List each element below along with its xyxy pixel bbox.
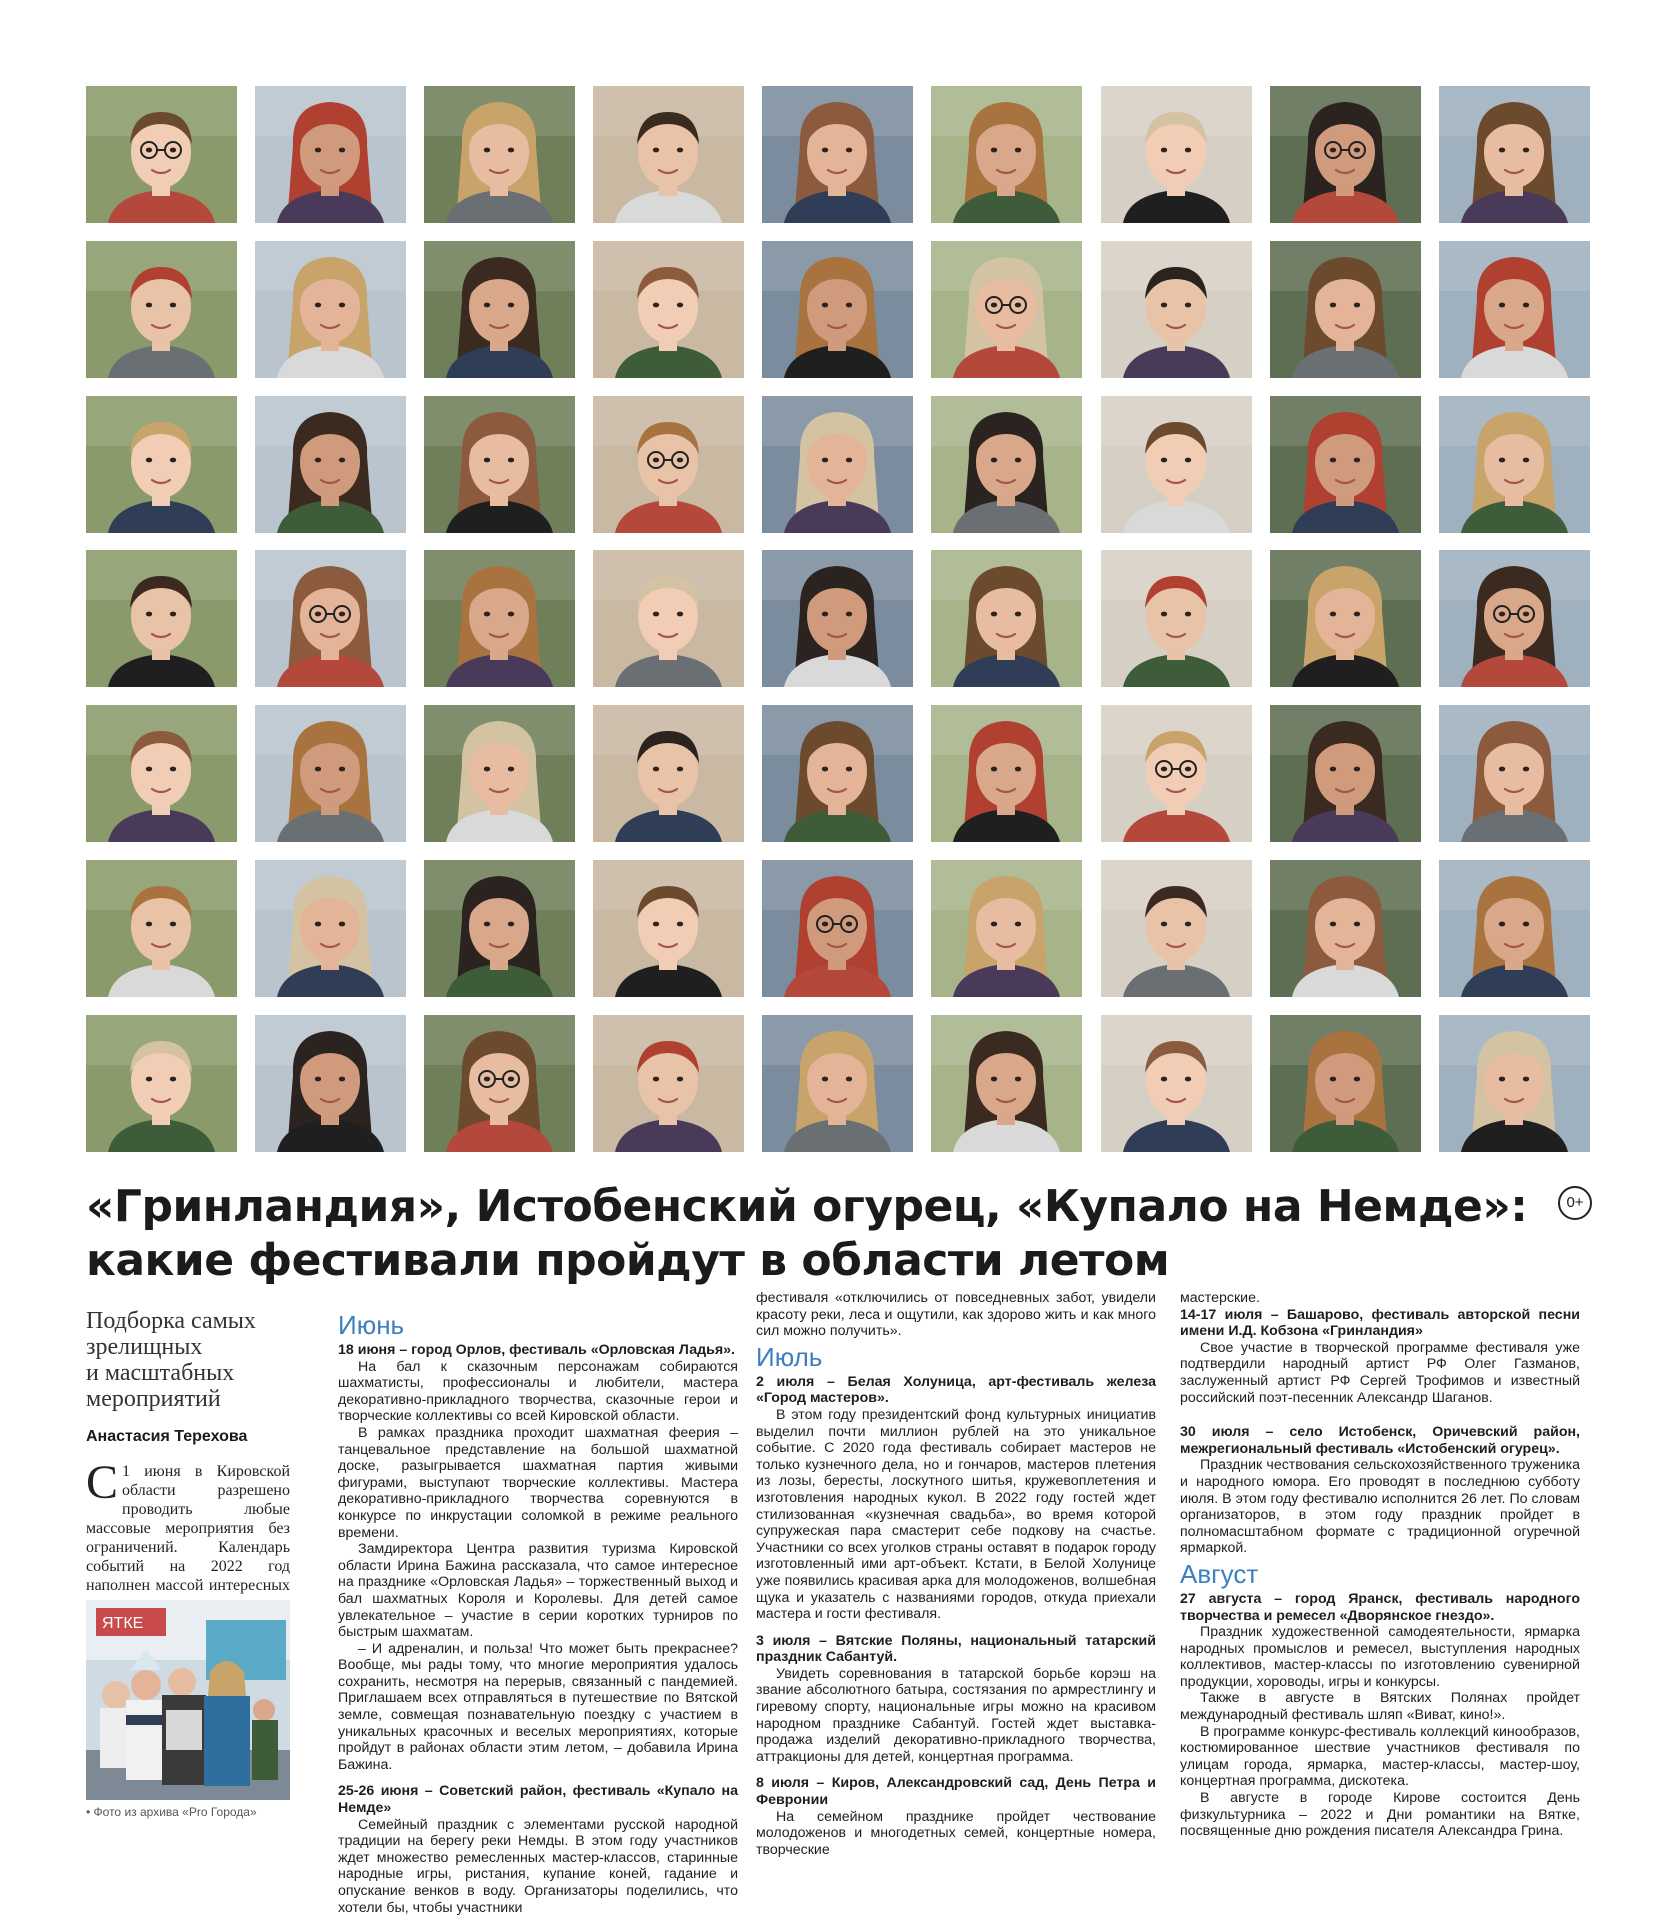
portrait-photo <box>1439 550 1590 687</box>
photo-sign-text: ЯТКЕ <box>102 1615 144 1632</box>
portrait-photo <box>593 705 744 842</box>
portrait-image <box>1270 1015 1421 1152</box>
month-heading-june: Июнь <box>338 1310 405 1340</box>
portrait-photo <box>424 86 575 223</box>
portrait-photo <box>762 860 913 997</box>
portrait-image <box>593 396 744 533</box>
portrait-photo <box>762 1015 913 1152</box>
portrait-photo <box>762 550 913 687</box>
portrait-image <box>1101 396 1252 533</box>
paragraph: – И адреналин, и польза! Что может быть прекраснее? Вообще, мы рады тому, что многие мероприятия удалось сохранить, несмотря на перерыв, связанный с пандемией. Приглашаем всех отправляться в путешествие по Вятской земле, совмещая познавательную поездку с участием в уникальных красочных и веселых мероприятиях, которые пройдут в районах области этим летом, – добавила Ирина Бажина. <box>338 1640 738 1773</box>
event-title: 18 июня – город Орлов, фестиваль «Орловская Ладья». <box>338 1342 735 1358</box>
portrait-photo <box>1439 705 1590 842</box>
portrait-image <box>762 241 913 378</box>
portrait-image <box>86 1015 237 1152</box>
portrait-photo <box>1101 396 1252 533</box>
portrait-photo <box>593 860 744 997</box>
portrait-photo <box>762 396 913 533</box>
portrait-photo <box>931 1015 1082 1152</box>
portrait-image <box>424 86 575 223</box>
portrait-photo <box>593 396 744 533</box>
portrait-photo <box>255 550 406 687</box>
portrait-photo <box>593 1015 744 1152</box>
portrait-image <box>424 550 575 687</box>
portrait-image <box>931 86 1082 223</box>
headline <box>86 1180 1556 1288</box>
lead-column <box>86 1308 290 1614</box>
portrait-image <box>931 241 1082 378</box>
portrait-photo <box>255 1015 406 1152</box>
paragraph: Свое участие в творческой программе фестиваля уже подтвердили народный артист РФ Олег Газманов, заслуженный артист РФ Сергей Трофимов и известный российский поэт-песенник Александр Шаганов. <box>1180 1339 1580 1406</box>
portrait-photo <box>1101 86 1252 223</box>
portrait-photo <box>1439 86 1590 223</box>
portrait-image <box>593 241 744 378</box>
paragraph: На семейном празднике пройдет чествование молодоженов и многодетных семей, концертные номера, творческие <box>756 1808 1156 1858</box>
portrait-photo <box>931 86 1082 223</box>
portrait-image <box>762 550 913 687</box>
portrait-image <box>1101 550 1252 687</box>
portrait-grid <box>86 86 1590 1152</box>
portrait-image <box>593 705 744 842</box>
portrait-image <box>762 396 913 533</box>
portrait-photo <box>86 86 237 223</box>
photo-caption: • Фото из архива «Pro Города» <box>86 1805 257 1819</box>
portrait-photo <box>424 860 575 997</box>
portrait-image <box>1270 241 1421 378</box>
portrait-photo <box>1101 550 1252 687</box>
portrait-photo <box>86 1015 237 1152</box>
portrait-image <box>593 86 744 223</box>
portrait-image <box>1270 396 1421 533</box>
portrait-photo <box>255 241 406 378</box>
portrait-photo <box>762 705 913 842</box>
month-heading-august: Август <box>1180 1558 1259 1589</box>
festival-photo <box>86 1600 290 1800</box>
portrait-image <box>255 705 406 842</box>
portrait-photo <box>593 550 744 687</box>
paragraph: Праздник художественной самодеятельности, ярмарка народных промыслов и ремесел, выступления народных коллективов, мастер-классы по изготовлению сувенирной продукции, хороводы, игры и конкурсы. <box>1180 1624 1580 1690</box>
portrait-photo <box>1270 241 1421 378</box>
portrait-image <box>424 241 575 378</box>
portrait-image <box>593 860 744 997</box>
portrait-photo <box>424 705 575 842</box>
headline-line-2: какие фестивали пройдут в области летом <box>86 1235 1170 1286</box>
portrait-photo <box>931 550 1082 687</box>
subtitle-line: и масштабных <box>86 1360 235 1386</box>
portrait-image <box>424 396 575 533</box>
portrait-image <box>931 1015 1082 1152</box>
portrait-image <box>255 241 406 378</box>
portrait-image <box>1101 705 1252 842</box>
portrait-image <box>1101 241 1252 378</box>
article-column-june <box>338 1308 738 1916</box>
paragraph: В этом году президентский фонд культурных инициатив выделил почти миллион рублей на это уникальное событие. С 2020 года фестиваль собирает мастеров не только кузнечного дела, но и гончаров, мастеров плетения из лозы, бересты, лоскутного шитья, кружевоплетения и изготовления народных кукол. В 2022 году гостей ждет стилизованная «кузнечная свадьба», во время которой супружеская пара смастерит себе подкову на счастье. Участники со всех уголков страны оставят в подарок городу изготовленный ими арт-объект. Кстати, в Белой Холунице уже появились красивая арка для молодоженов, волшебная щука и указатель с названиями городов, откуда приехали мастера и гости фестиваля. <box>756 1406 1156 1623</box>
portrait-photo <box>1101 705 1252 842</box>
portrait-image <box>255 86 406 223</box>
portrait-image <box>593 1015 744 1152</box>
portrait-photo <box>1270 1015 1421 1152</box>
portrait-image <box>255 396 406 533</box>
portrait-photo <box>424 396 575 533</box>
portrait-image <box>1439 705 1590 842</box>
portrait-image <box>255 860 406 997</box>
portrait-image <box>86 86 237 223</box>
paragraph: мастерские. <box>1180 1290 1260 1306</box>
paragraph: В программе конкурс-фестиваль коллекций кинообразов, костюмированное шествие участников фестиваля по улицам города, ярмарка, мастер-классы, мастер-шоу, концертная программа, дискотека. <box>1180 1723 1580 1790</box>
portrait-image <box>424 705 575 842</box>
portrait-photo <box>255 705 406 842</box>
portrait-image <box>1270 86 1421 223</box>
portrait-photo <box>1101 241 1252 378</box>
subtitle-line: Подборка самых <box>86 1308 256 1334</box>
portrait-image <box>931 550 1082 687</box>
portrait-image <box>86 396 237 533</box>
portrait-image <box>86 241 237 378</box>
portrait-image <box>931 860 1082 997</box>
portrait-image <box>1101 1015 1252 1152</box>
portrait-photo <box>1270 860 1421 997</box>
portrait-photo <box>1101 1015 1252 1152</box>
portrait-image <box>1439 241 1590 378</box>
portrait-image <box>1270 705 1421 842</box>
portrait-photo <box>931 860 1082 997</box>
portrait-photo <box>1270 550 1421 687</box>
event-title: 2 июля – Белая Холуница, арт-фестиваль железа «Город мастеров». <box>756 1373 1156 1407</box>
portrait-photo <box>86 550 237 687</box>
portrait-photo <box>762 86 913 223</box>
paragraph: В августе в городе Кирове состоится День физкультурника – 2022 и Дни романтики на Вятке, посвященные дню рождения писателя Александра Грина. <box>1180 1790 1580 1840</box>
portrait-image <box>86 705 237 842</box>
lead-paragraph <box>86 1456 290 1614</box>
portrait-photo <box>931 241 1082 378</box>
subtitle <box>86 1308 290 1412</box>
portrait-image <box>255 550 406 687</box>
subtitle-line: мероприятий <box>86 1386 221 1412</box>
portrait-photo <box>762 241 913 378</box>
month-heading-july: Июль <box>756 1341 823 1372</box>
portrait-photo <box>1270 86 1421 223</box>
paragraph: Также в августе в Вятских Полянах пройдет международный фестиваль шляп «Виват, кино!». <box>1180 1690 1580 1724</box>
event-title: 27 августа – город Яранск, фестиваль народного творчества и ремесел «Дворянское гнездо». <box>1180 1590 1580 1624</box>
paragraph: Замдиректора Центра развития туризма Кировской области Ирина Бажина рассказала, что самое интересное на празднике «Орловская Ладья» – торжественный выход и бал шахматных Короля и Королевы. Для детей самое увлекательное – участие в серии коротких турниров по быстрым шахматам. <box>338 1541 738 1641</box>
portrait-image <box>1439 86 1590 223</box>
portrait-photo <box>1439 241 1590 378</box>
portrait-image <box>86 550 237 687</box>
portrait-photo <box>593 86 744 223</box>
portrait-photo <box>86 241 237 378</box>
portrait-image <box>1101 860 1252 997</box>
portrait-photo <box>424 1015 575 1152</box>
paragraph: фестиваля «отключились от повседневных забот, увидели красоту реки, леса и ощутили, как здорово жить и как много сил можно получить». <box>756 1290 1156 1340</box>
paragraph: Семейный праздник с элементами русской народной традиции на берегу реки Немды. В этом году участников ждет множество ремесленных мастер-классов, старинные народные игры, ристания, купание коней, гадание и опускание венков в воду. Организаторы поделились, что хотели бы, чтобы участники <box>338 1816 738 1916</box>
portrait-photo <box>1439 1015 1590 1152</box>
portrait-photo <box>255 86 406 223</box>
portrait-photo <box>931 396 1082 533</box>
portrait-image <box>593 550 744 687</box>
portrait-photo <box>86 860 237 997</box>
portrait-image <box>931 705 1082 842</box>
portrait-image <box>1439 1015 1590 1152</box>
festival-photo-image <box>86 1600 290 1800</box>
age-rating-badge: 0+ <box>1558 1186 1592 1220</box>
portrait-photo <box>86 396 237 533</box>
portrait-photo <box>1439 860 1590 997</box>
article-column-july <box>756 1290 1156 1858</box>
portrait-image <box>931 396 1082 533</box>
lead-text: 1 июня в Кировской области разрешено проводить любые массовые мероприятия без ограничений. Календарь событий на 2022 год наполнен массой интересных <box>86 1463 290 1594</box>
event-title: 3 июля – Вятские Поляны, национальный татарский праздник Сабантуй. <box>756 1632 1156 1666</box>
portrait-image <box>1101 86 1252 223</box>
portrait-photo <box>424 550 575 687</box>
article-column-august <box>1180 1290 1580 1840</box>
event-title: 8 июля – Киров, Александровский сад, День Петра и Февронии <box>756 1775 1156 1809</box>
portrait-image <box>762 1015 913 1152</box>
portrait-image <box>1439 396 1590 533</box>
paragraph: Праздник чествования сельскохозяйственного труженика и народного юмора. Его проводят в последнюю субботу июля. В этом году фестивалю исполнится 26 лет. По словам организаторов, в этом году праздник пройдет в полномасштабном формате с традиционной огуречной ярмаркой. <box>1180 1457 1580 1557</box>
paragraph: На бал к сказочным персонажам собираются шахматисты, профессионалы и любители, мастера декоративно-прикладного творчества, сказочные герои и творческие коллективы со всей Кировской области. <box>338 1358 738 1425</box>
portrait-photo <box>593 241 744 378</box>
portrait-image <box>1270 550 1421 687</box>
portrait-photo <box>1439 396 1590 533</box>
portrait-photo <box>86 705 237 842</box>
portrait-image <box>86 860 237 997</box>
portrait-photo <box>1270 396 1421 533</box>
portrait-image <box>762 86 913 223</box>
event-title: 14-17 июля – Башарово, фестиваль авторской песни имени И.Д. Кобзона «Гринландия» <box>1180 1306 1580 1340</box>
portrait-photo <box>931 705 1082 842</box>
portrait-photo <box>1270 705 1421 842</box>
portrait-image <box>762 705 913 842</box>
subtitle-line: зрелищных <box>86 1334 203 1360</box>
portrait-photo <box>255 860 406 997</box>
portrait-photo <box>255 396 406 533</box>
drop-cap: С <box>86 1456 119 1509</box>
portrait-image <box>424 860 575 997</box>
paragraph: В рамках праздника проходит шахматная феерия – танцевальное представление на большой шахматной доске, разыгрывается шахматная партия живыми фигурами, выступают творческие коллективы. Мастера декоративно-прикладного творчества соревнуются в конкурсе по инкрустации соломкой в режиме реального времени. <box>338 1424 738 1541</box>
event-title: 25-26 июня – Советский район, фестиваль «Купало на Немде» <box>338 1783 738 1817</box>
event-title: 30 июля – село Истобенск, Оричевский район, межрегиональный фестиваль «Истобенский огурец». <box>1180 1424 1580 1457</box>
portrait-image <box>255 1015 406 1152</box>
paragraph: Увидеть соревнования в татарской борьбе корэш на звание абсолютного батыра, состязания по армрестлингу и гиревому спорту, национальные игры можно на красивом народном празднике Сабантуй. Гостей ждет выставка-продажа изделий декоративно-прикладного творчества, аттракционы для детей, концертная программа. <box>756 1665 1156 1765</box>
portrait-photo <box>1101 860 1252 997</box>
portrait-image <box>762 860 913 997</box>
portrait-image <box>424 1015 575 1152</box>
portrait-image <box>1270 860 1421 997</box>
author-byline: Анастасия Терехова <box>86 1428 248 1445</box>
portrait-image <box>1439 550 1590 687</box>
portrait-image <box>1439 860 1590 997</box>
portrait-photo <box>424 241 575 378</box>
headline-line-1: «Гринландия», Истобенский огурец, «Купало на Немде»: <box>86 1181 1528 1232</box>
